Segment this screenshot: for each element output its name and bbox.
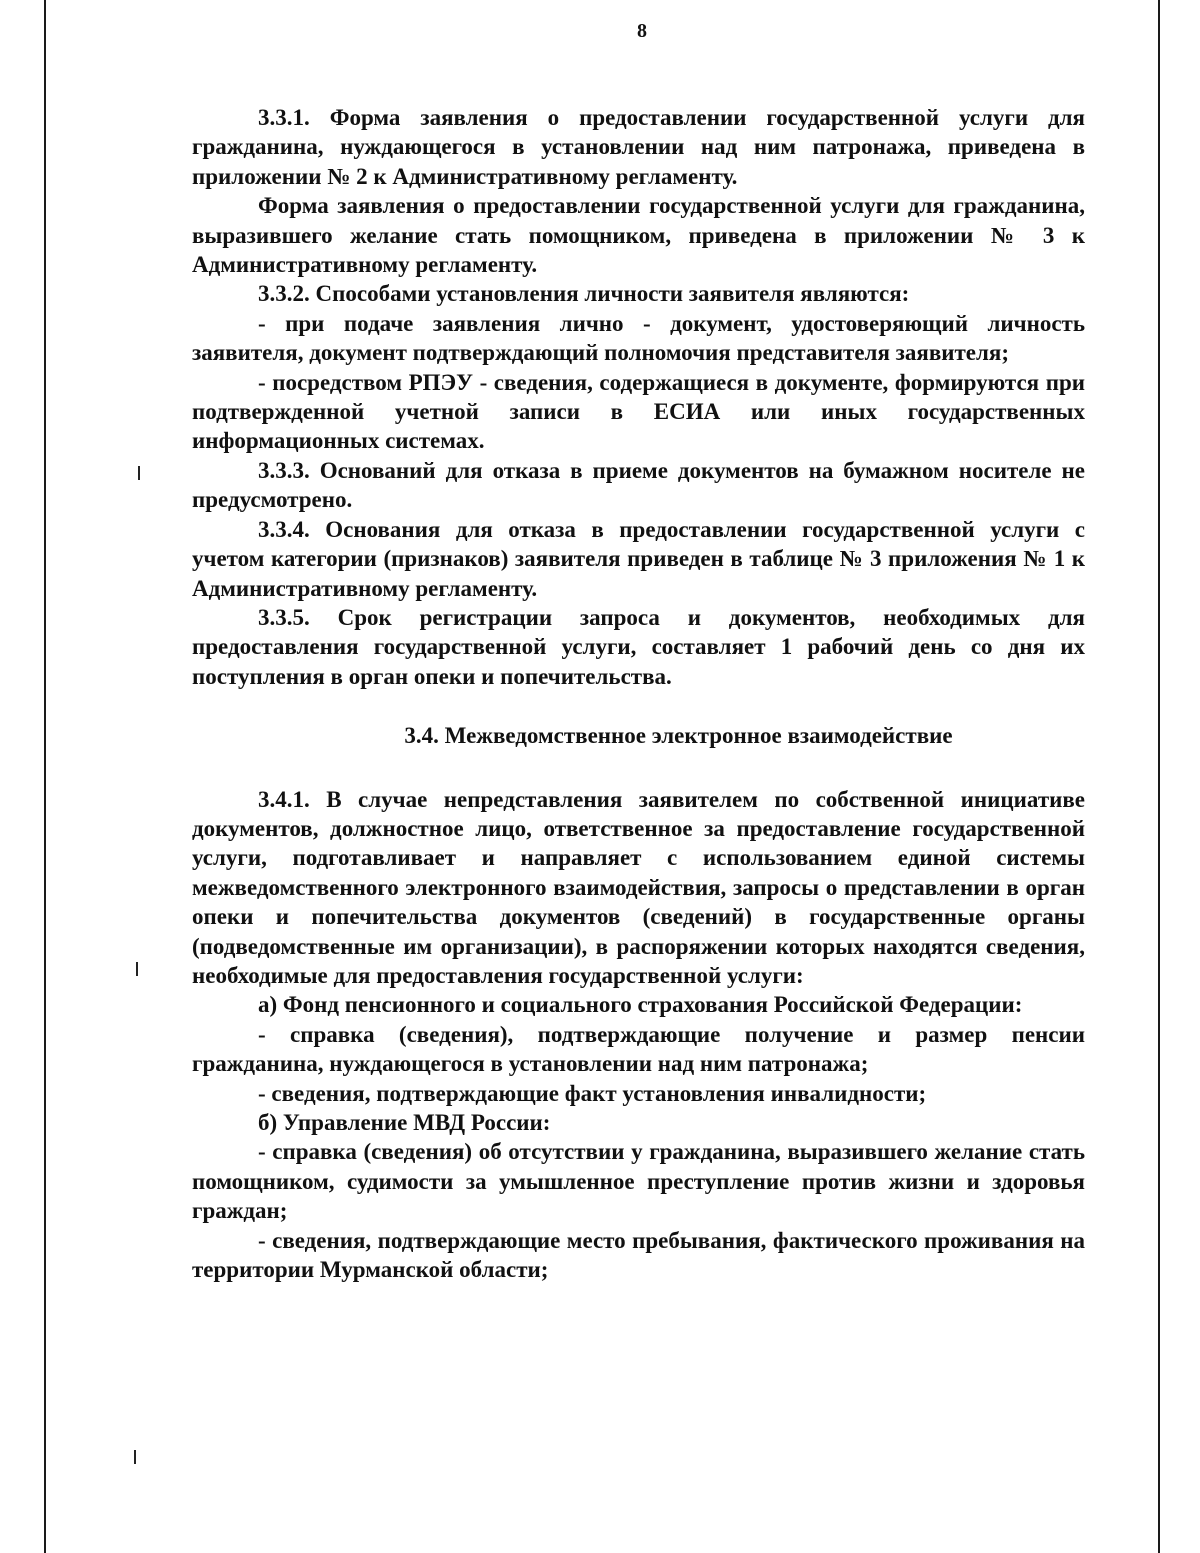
paragraph-pension-fund: а) Фонд пенсионного и социального страхования Российской Федерации:	[258, 992, 1023, 1018]
paragraph-pension-certificate: - справка (сведения), подтверждающие получение и размер пенсии гражданина, нуждающегося в установлении над ним патронажа;	[192, 1021, 1085, 1077]
paragraph-3-3-3: 3.3.3. Оснований для отказа в приеме документов на бумажном носителе не предусмотрено.	[192, 457, 1085, 513]
page-number: 8	[637, 20, 647, 42]
paragraph-3-3-5: 3.3.5. Срок регистрации запроса и документов, необходимых для предоставления государственной услуги, составляет 1 рабочий день со дня их поступления в орган опеки и попечительства.	[192, 604, 1085, 689]
scan-border-right	[1158, 0, 1160, 1553]
paragraph-rpeu: - посредством РПЭУ - сведения, содержащиеся в документе, формируются при подтвержденной учетной записи в ЕСИА или иных государственных информационных системах.	[192, 369, 1085, 454]
scan-border-left	[44, 0, 46, 1553]
margin-mark	[136, 962, 138, 976]
paragraph-disability: - сведения, подтверждающие факт установления инвалидности;	[258, 1080, 927, 1106]
margin-mark	[134, 1450, 136, 1464]
paragraph-form-helper: Форма заявления о предоставлении государственной услуги для гражданина, выразившего желание стать помощником, приведена в приложении № 3 к Административному регламенту.	[192, 193, 1085, 278]
paragraph-3-4-1: 3.4.1. В случае непредставления заявителем по собственной инициативе документов, должностное лицо, ответственное за предоставление государственной услуги, подготавливает и направляет с использованием единой системы межведомственного электронного взаимодействия, запросы о представлении в орган опеки и попечительства документов (сведений) в государственные органы (подведомственные им организации), в распоряжении которых находятся сведения, необходимые для предоставления государственной услуги:	[192, 786, 1085, 988]
paragraph-3-3-1: 3.3.1. Форма заявления о предоставлении государственной услуги для гражданина, нуждающегося в установлении над ним патронажа, приведена в приложении № 2 к Административному регламенту.	[192, 105, 1085, 189]
paragraph-residence: - сведения, подтверждающие место пребывания, фактического проживания на территории Мурманской области;	[192, 1227, 1085, 1283]
document-body	[192, 103, 1085, 1284]
paragraph-in-person: - при подаче заявления лично - документ, удостоверяющий личность заявителя, документ подтверждающий полномочия представителя заявителя;	[192, 310, 1085, 366]
paragraph-criminal-record: - справка (сведения) об отсутствии у гражданина, выразившего желание стать помощником, судимости за умышленное преступление против жизни и здоровья граждан;	[192, 1139, 1085, 1224]
margin-mark	[138, 466, 140, 480]
paragraph-3-3-4: 3.3.4. Основания для отказа в предоставлении государственной услуги с учетом категории (признаков) заявителя приведен в таблице № 3 приложения № 1 к Административному регламенту.	[192, 516, 1085, 601]
paragraph-3-3-2: 3.3.2. Способами установления личности заявителя являются:	[258, 281, 910, 307]
paragraph-mvd: б) Управление МВД России:	[258, 1110, 551, 1135]
section-heading: 3.4. Межведомственное электронное взаимодействие	[404, 723, 953, 749]
